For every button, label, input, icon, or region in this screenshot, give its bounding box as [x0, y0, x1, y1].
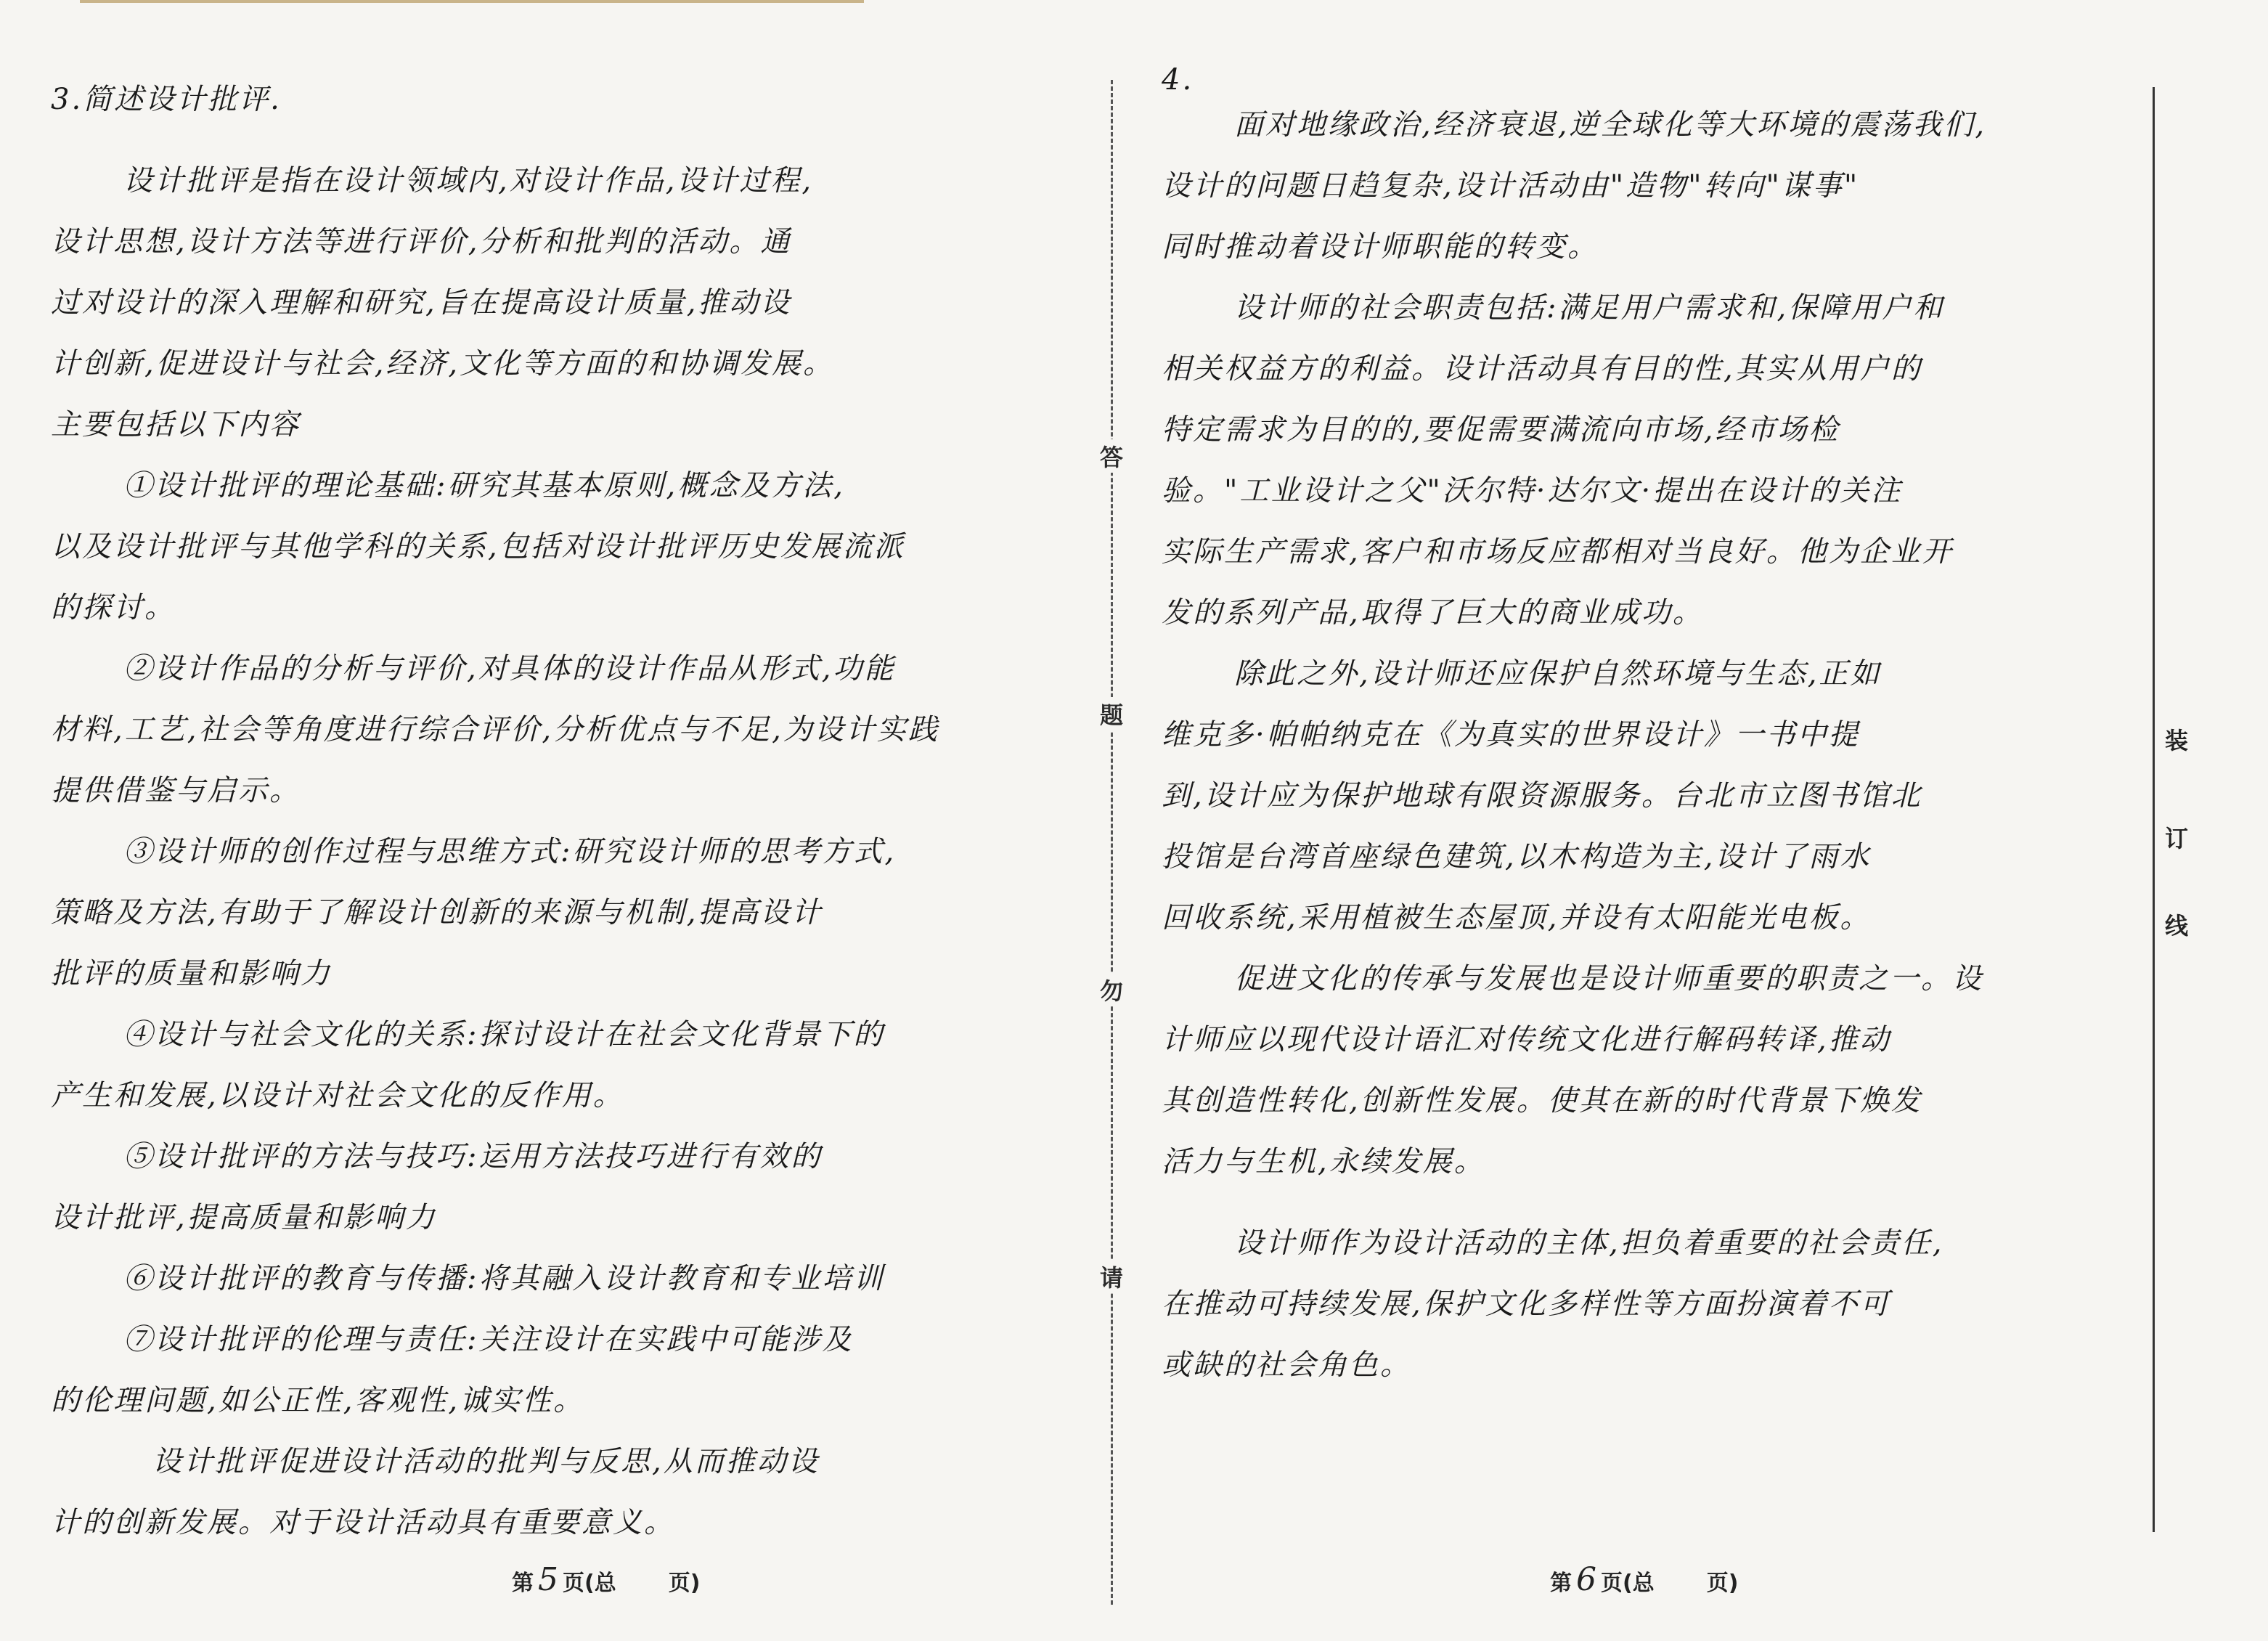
page-footer: [512, 1561, 700, 1598]
answer-line: 设计批评促进设计活动的批判与反思,从而推动设: [152, 1445, 820, 1478]
footer-middle: 页(总: [563, 1571, 616, 1596]
center-dashed-divider: [1111, 80, 1113, 1605]
answer-line: 设计思想,设计方法等进行评价,分析和批判的活动。通: [51, 225, 792, 258]
answer-line: 其创造性转化,创新性发展。使其在新的时代背景下焕发: [1162, 1084, 1922, 1117]
answer-line: 提供借鉴与启示。: [51, 774, 301, 807]
answer-line: 投馆是台湾首座绿色建筑,以木构造为主,设计了雨水: [1162, 840, 1872, 874]
answer-line: ②设计作品的分析与评价,对具体的设计作品从形式,功能: [123, 652, 896, 685]
answer-line: 回收系统,采用植被生态屋顶,并设有太阳能光电板。: [1162, 901, 1872, 934]
divider-char: 题: [1095, 697, 1128, 730]
binding-char: 线: [2164, 912, 2188, 940]
answer-line: 的探讨。: [51, 591, 176, 624]
footer-suffix: 页): [1706, 1571, 1739, 1596]
footer-prefix: 第: [512, 1571, 534, 1596]
binding-char: 装: [2164, 727, 2188, 754]
answer-line: 设计的问题日趋复杂,设计活动由"造物"转向"谋事": [1162, 169, 1860, 203]
binding-char: 订: [2164, 825, 2188, 852]
answer-line: 以及设计批评与其他学科的关系,包括对设计批评历史发展流派: [51, 530, 905, 563]
question-number: 4.: [1162, 63, 1194, 97]
answer-line: ⑥设计批评的教育与传播:将其融入设计教育和专业培训: [123, 1262, 885, 1295]
answer-line: 材料,工艺,社会等角度进行综合评价,分析优点与不足,为设计实践: [51, 713, 939, 746]
footer-prefix: 第: [1550, 1571, 1572, 1596]
answer-line: 发的系列产品,取得了巨大的商业成功。: [1162, 596, 1704, 630]
footer-page-number: 6: [1576, 1561, 1596, 1598]
answer-line: ⑦设计批评的伦理与责任:关注设计在实践中可能涉及: [123, 1323, 854, 1356]
answer-line: 实际生产需求,客户和市场反应都相对当良好。他为企业开: [1162, 535, 1954, 569]
answer-line: 同时推动着设计师职能的转变。: [1162, 230, 1599, 264]
answer-line: 策略及方法,有助于了解设计创新的来源与机制,提高设计: [51, 896, 823, 929]
right-page-content: [1162, 65, 2120, 1396]
answer-line: ④设计与社会文化的关系:探讨设计在社会文化背景下的: [123, 1018, 885, 1051]
answer-line: 活力与生机,永续发展。: [1162, 1145, 1485, 1178]
answer-line: 计创新,促进设计与社会,经济,文化等方面的和协调发展。: [51, 347, 835, 380]
answer-line: 计师应以现代设计语汇对传统文化进行解码转译,推动: [1162, 1023, 1891, 1056]
answer-line: 在推动可持续发展,保护文化多样性等方面扮演着不可: [1162, 1287, 1891, 1321]
answer-line: 过对设计的深入理解和研究,旨在提高设计质量,推动设: [51, 286, 792, 319]
answer-line: 到,设计应为保护地球有限资源服务。台北市立图书馆北: [1162, 779, 1922, 813]
answer-line: 设计师的社会职责包括:满足用户需求和,保障用户和: [1234, 291, 1945, 325]
answer-line: ⑤设计批评的方法与技巧:运用方法技巧进行有效的: [123, 1140, 823, 1173]
answer-line: 设计师作为设计活动的主体,担负着重要的社会责任,: [1234, 1226, 1944, 1260]
answer-line: 设计批评,提高质量和影响力: [51, 1201, 437, 1234]
answer-line: 设计批评是指在设计领域内,对设计作品,设计过程,: [123, 164, 814, 198]
page-footer: [1550, 1561, 1738, 1598]
answer-line: 面对地缘政治,经济衰退,逆全球化等大环境的震荡我们,: [1234, 108, 1987, 142]
answer-line: 计的创新发展。对于设计活动具有重要意义。: [51, 1506, 675, 1539]
answer-line: 相关权益方的利益。设计活动具有目的性,其实从用户的: [1162, 352, 1922, 386]
divider-char: 勿: [1095, 973, 1128, 1006]
divider-char: 请: [1095, 1260, 1128, 1293]
footer-page-number: 5: [538, 1561, 558, 1598]
answer-line: 产生和发展,以设计对社会文化的反作用。: [51, 1079, 624, 1112]
answer-line: 批评的质量和影响力: [51, 957, 332, 990]
footer-middle: 页(总: [1601, 1571, 1655, 1596]
answer-line: ③设计师的创作过程与思维方式:研究设计师的思考方式,: [123, 835, 897, 868]
right-page: [1118, 0, 2120, 1641]
question-title: 3.简述设计批评.: [51, 83, 282, 116]
binding-rule: [2153, 87, 2155, 1532]
answer-line: ①设计批评的理论基础:研究其基本原则,概念及方法,: [123, 469, 845, 502]
left-page-content: [51, 69, 1038, 1553]
answer-line: 或缺的社会角色。: [1162, 1348, 1411, 1382]
answer-line: 促进文化的传承与发展也是设计师重要的职责之一。设: [1234, 962, 1983, 995]
footer-suffix: 页): [668, 1571, 701, 1596]
divider-char: 答: [1095, 439, 1128, 473]
answer-line: 验。"工业设计之父"沃尔特·达尔文·提出在设计的关注: [1162, 474, 1903, 508]
answer-line: 特定需求为目的的,要促需要满流向市场,经市场检: [1162, 413, 1840, 447]
answer-line: 主要包括以下内容: [51, 408, 301, 441]
answer-line: 的伦理问题,如公正性,客观性,诚实性。: [51, 1384, 585, 1417]
answer-line: 除此之外,设计师还应保护自然环境与生态,正如: [1234, 657, 1882, 691]
left-page: [0, 0, 1089, 1641]
answer-line: 维克多·帕帕纳克在《为真实的世界设计》一书中提: [1162, 718, 1860, 752]
